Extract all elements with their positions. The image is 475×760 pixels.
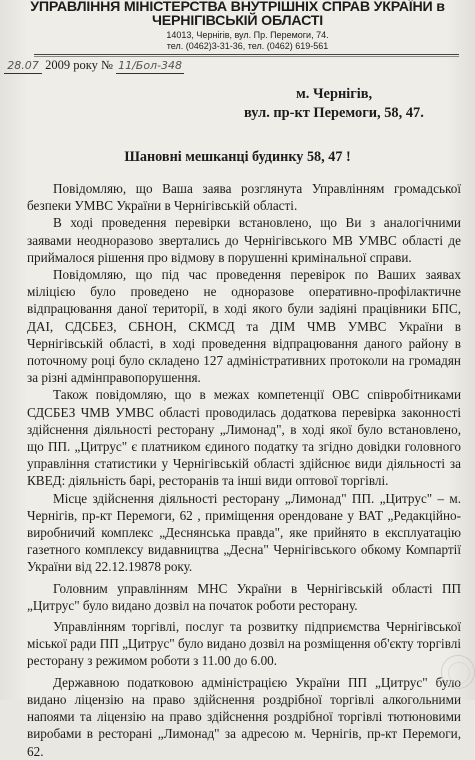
paragraph: Повідомляю, що під час проведення перевірок по Ваших заявах міліцією було проведено не одноразове оперативно-профілактичне відпрацювання даної території, в ході якого були задіяні працівники БПС, ДАІ, СДСБЕЗ, СБНОН, СКМСД та ДІМ ЧМВ УМВС України в Чернігівській області, в ході проведення відпрацювання даного району в поточному році було складено 127 адміністративних протоколи на громадян за різні адмінправопорушення. xyxy=(27,267,461,386)
registration-year-text: 2009 року № xyxy=(45,58,113,72)
org-address: 14013, Чернігів, вул. Пр. Перемоги, 74. xyxy=(166,30,329,40)
paragraph: Місце здійснення діяльності ресторану „Лимонад" ПП. „Цитрус" – м. Чернігів, пр-кт Перемоги, 62 , приміщення орендоване у ВАТ „Редакційно-виробничий комплекс „Деснянська правда", яке прийнято в експлуатацію газетного комплексу видавництва „Десна" Чернігівського обкому Компартії України від 22.12.19878 року. xyxy=(27,490,461,575)
org-name-line1: УПРАВЛІННЯ МІНІСТЕРСТВА ВНУТРІШНІХ СПРАВ УКРАЇНИ в xyxy=(30,0,445,15)
recipient-block xyxy=(244,85,473,123)
paragraph: Також повідомляю, що в межах компетенції ОВС співробітниками СДСБЕЗ ЧМВ УМВС області проводилась додаткова перевірка законності здійснення діяльності ресторану „Лимонад", в ході якої було встановлено, що ПП. „Цитрус" є платником єдиного податку та згідно довідки головного управління статистики у Чернігівській області здійснює види діяльності за КВЕД: діяльність барі, ресторанів та інші види оптової торгівлі. xyxy=(27,387,461,489)
registration-date: 28.07 xyxy=(4,58,42,74)
paragraph: Державною податковою адміністрацією України ПП „Цитрус" було видано ліцензію на право здійснення роздрібної торгівлі алкогольними напоями та ліцензію на право здійснення роздрібної торгівлі тютюновими виробами в ресторані „Лимонад" за адресою м. Чернігів, пр-кт Перемоги, 62. xyxy=(27,674,461,759)
paragraph: В ході проведення перевірки встановлено, що Ви з аналогічними заявами неодноразово звертались до Чернігівського МВ УМВС області де приймалося рішення про відмову в порушенні кримінальної справи. xyxy=(27,215,461,265)
registration-line xyxy=(4,58,264,72)
recipient-city: м. Чернігів, xyxy=(296,86,373,102)
recipient-street: вул. пр-кт Перемоги, 58, 47. xyxy=(244,105,424,121)
paragraph: Повідомляю, що Ваша заява розглянута Управлінням громадської безпеки УМВС України в Чернігівській області. xyxy=(27,181,461,214)
header-divider-thin xyxy=(34,56,459,57)
registration-number: 11/Бол-348 xyxy=(116,58,184,74)
salutation: Шановні мешканці будинку 58, 47 ! xyxy=(124,149,351,165)
corner-watermark-stamp xyxy=(441,655,475,689)
org-phones: тел. (0462)3-31-36, тел. (0462) 619-561 xyxy=(166,41,329,51)
org-name-line2: ЧЕРНІГІВСЬКІЙ ОБЛАСТІ xyxy=(152,13,323,29)
paragraph: Управлінням торгівлі, послуг та розвитку підприємства Чернігівської міської ради ПП „Цитрус" було видано дозвіл на розміщення об'єкту торгівлі ресторану з режимом роботи з 11.00 до 6.00. xyxy=(27,619,461,669)
paragraph: Головним управлінням МНС України в Чернігівській області ПП „Цитрус" було видано дозвіл на початок роботи ресторану. xyxy=(27,580,461,613)
letter-body xyxy=(27,180,461,760)
header-divider xyxy=(34,54,459,55)
